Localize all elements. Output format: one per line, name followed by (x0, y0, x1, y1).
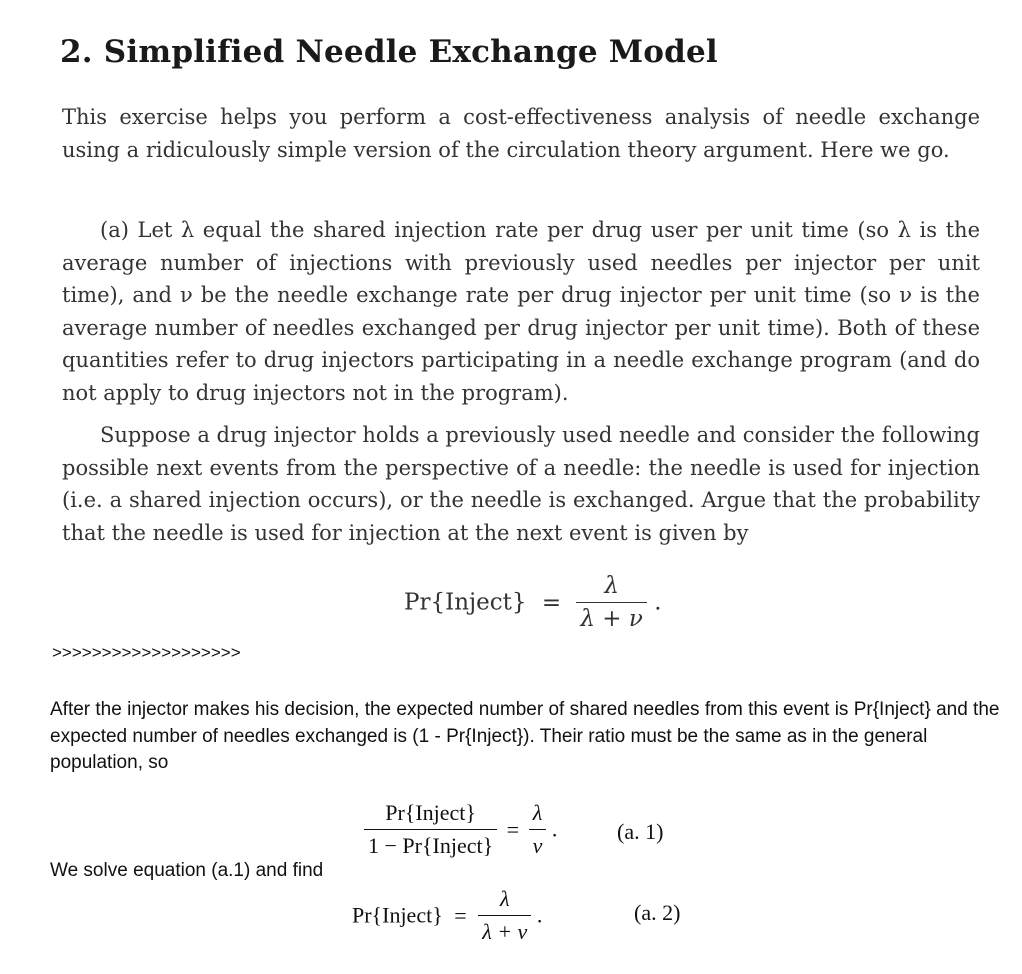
equation-a1-left-numerator: Pr{Inject} (385, 800, 476, 825)
equation-a1-right-numerator: λ (532, 800, 543, 825)
fraction-bar (364, 829, 497, 830)
equation-a1-trail: . (551, 816, 558, 842)
equation-a1 (364, 800, 557, 859)
equation-a1-left-fraction (364, 800, 497, 859)
page-title: 2. Simplified Needle Exchange Model (60, 34, 718, 70)
equation-a2-numerator: λ (499, 886, 510, 911)
equation-main-denominator: λ + ν (580, 606, 643, 632)
equation-a2-trail: . (536, 902, 543, 928)
equation-a2-label: (a. 2) (634, 900, 681, 925)
equation-a2-lhs: Pr{Inject} (352, 902, 443, 928)
solve-text: We solve equation (a.1) and find (50, 860, 324, 881)
equation-main-equals: = (541, 589, 562, 616)
fraction-bar (478, 915, 531, 916)
part-a-paragraph-2: Suppose a drug injector holds a previously used needle and consider the following possible next events from the perspective of a needle: the needle is used for injection (i.e. a shared injection occurs), or the needle is exchanged. Argue that the probability that the needle is used for injection at the next event is given by (62, 423, 980, 545)
equation-main-lhs: Pr{Inject} (404, 589, 527, 616)
equation-a2 (352, 886, 542, 945)
equation-main-numerator: λ (604, 573, 619, 599)
intro-paragraph: This exercise helps you perform a cost-effectiveness analysis of needle exchange using a ridiculously simple version of the circulation theory argument. Here we go. (62, 105, 980, 162)
separator: >>>>>>>>>>>>>>>>>>> (52, 643, 241, 662)
equation-a2-equals: = (454, 902, 467, 928)
part-a-paragraph-1: (a) Let λ equal the shared injection rate per drug user per unit time (so λ is the average number of injections with previously used needles per injector per unit time), and ν be the needle exchange rate per drug injector per unit time (so ν is the average number of needles exchanged per drug injector per unit time). Both of these quantities refer to drug injectors participating in a needle exchange program (and do not apply to drug injectors not in the program). (62, 218, 980, 405)
equation-a1-equals: = (506, 816, 520, 842)
equation-a2-denominator: λ + ν (482, 919, 528, 944)
equation-a2-fraction (478, 886, 531, 945)
equation-a1-label: (a. 1) (617, 819, 664, 844)
equation-main-trail: . (654, 589, 662, 616)
equation-main (404, 573, 662, 632)
fraction-bar (529, 829, 547, 830)
answer-paragraph: After the injector makes his decision, the expected number of shared needles from this event is Pr{Inject} and the expected number of needles exchanged is (1 - Pr{Inject}). Their ratio must be the same as in the general population, so (50, 699, 1000, 773)
equation-a1-left-denominator: 1 − Pr{Inject} (368, 833, 494, 858)
equation-a1-right-fraction (529, 800, 547, 859)
fraction-bar (576, 602, 646, 603)
equation-a1-right-denominator: ν (532, 833, 543, 858)
equation-main-fraction (576, 573, 646, 632)
